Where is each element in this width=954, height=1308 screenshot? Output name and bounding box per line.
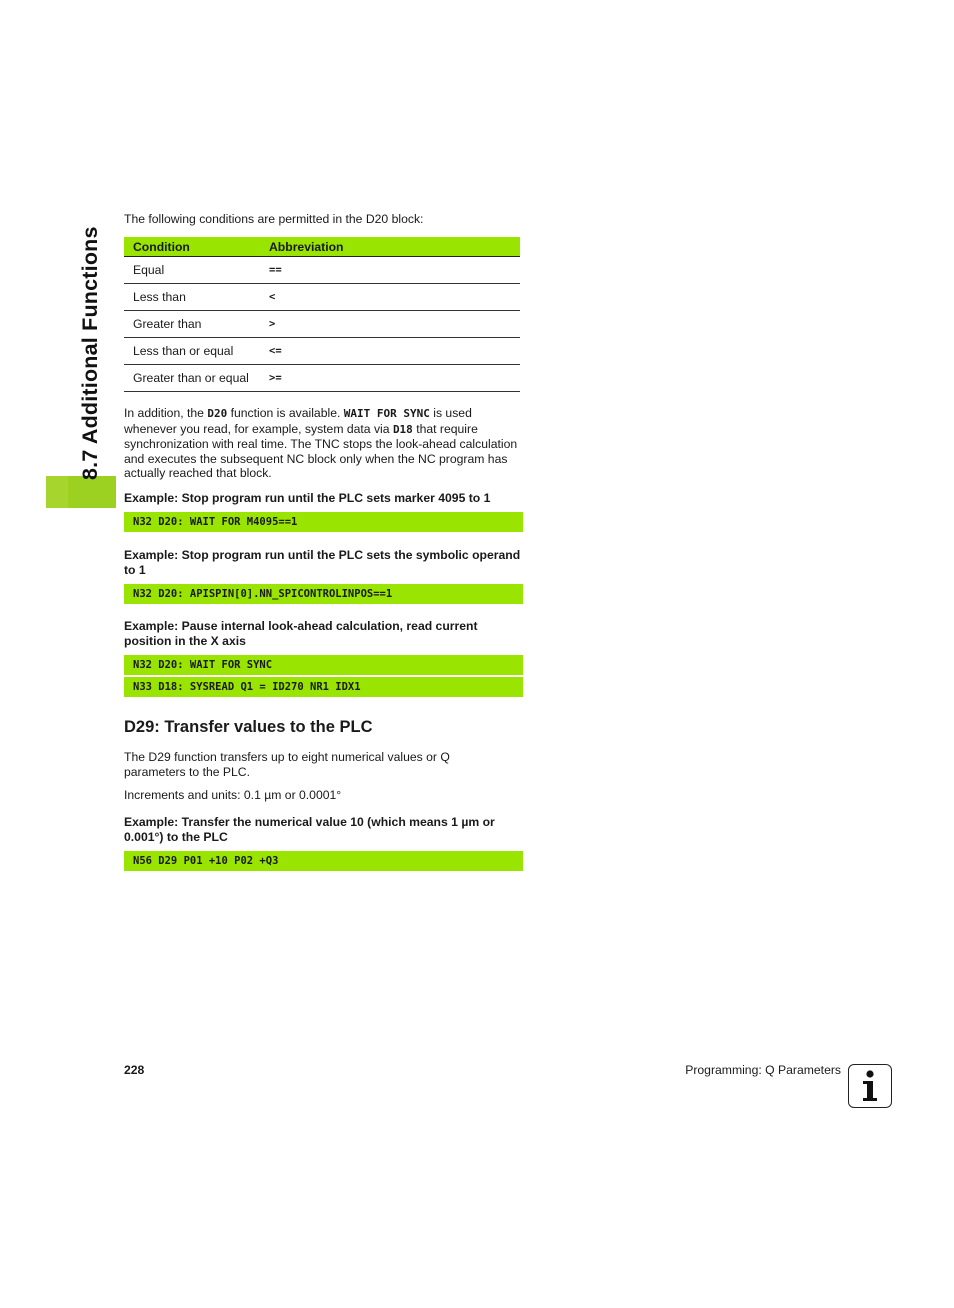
text-run: that require synchronization with real time. The TNC stops the look-ahead calculation and executes the subsequent NC block only when the NC program has actually reached that block. (124, 421, 518, 481)
example4-title: Example: Transfer the numerical value 10 (which means 1 µm or 0.001°) to the PLC (124, 815, 495, 844)
condition-cell: Less than (124, 284, 260, 311)
abbreviation-cell: >= (260, 365, 520, 392)
example3-title: Example: Pause internal look-ahead calculation, read current position in the X axis (124, 619, 478, 648)
info-icon (848, 1064, 892, 1108)
condition-cell: Greater than (124, 311, 260, 338)
section-tab-marker (68, 476, 116, 508)
code-line: N33 D18: SYSREAD Q1 = ID270 NR1 IDX1 (124, 677, 523, 697)
table-row (124, 311, 520, 338)
abbreviation-cell: < (260, 284, 520, 311)
table-row (124, 338, 520, 365)
table-row (124, 365, 520, 392)
code-term: D20 (207, 407, 228, 420)
example2-title: Example: Stop program run until the PLC sets the symbolic operand to 1 (124, 548, 521, 577)
table-header-row (124, 237, 520, 257)
text-run: is used whenever you read, for example, system data via (124, 406, 472, 436)
table-header-abbreviation: Abbreviation (260, 237, 520, 257)
code-line: N32 D20: WAIT FOR M4095==1 (124, 512, 523, 532)
table-row (124, 284, 520, 311)
code-line: N56 D29 P01 +10 P02 +Q3 (124, 851, 523, 871)
condition-cell: Less than or equal (124, 338, 260, 365)
d29-increments: Increments and units: 0.1 µm or 0.0001° (124, 788, 342, 802)
d29-heading: D29: Transfer values to the PLC (124, 718, 373, 736)
code-term: WAIT FOR SYNC (343, 407, 430, 420)
table-row (124, 257, 520, 284)
example1-title: Example: Stop program run until the PLC sets marker 4095 to 1 (124, 491, 491, 505)
abbreviation-cell: > (260, 311, 520, 338)
section-title: 8.7 Additional Functions (78, 226, 102, 480)
table-header-condition: Condition (124, 237, 260, 257)
code-line: N32 D20: WAIT FOR SYNC (124, 655, 523, 675)
code-line: N32 D20: APISPIN[0].NN_SPICONTROLINPOS==1 (124, 584, 523, 604)
page-number: 228 (124, 1063, 145, 1077)
d20-description (124, 406, 524, 481)
condition-cell: Greater than or equal (124, 365, 260, 392)
text-run: In addition, the (124, 406, 208, 420)
d29-description: The D29 function transfers up to eight numerical values or Q parameters to the PLC. (124, 750, 450, 779)
abbreviation-cell: == (260, 257, 520, 284)
condition-cell: Equal (124, 257, 260, 284)
text-run: function is available. (227, 406, 344, 420)
chapter-title: Programming: Q Parameters (685, 1063, 841, 1077)
abbreviation-cell: <= (260, 338, 520, 365)
intro-text: The following conditions are permitted in the D20 block: (124, 212, 424, 226)
conditions-table (124, 237, 520, 392)
code-term: D18 (392, 422, 413, 436)
